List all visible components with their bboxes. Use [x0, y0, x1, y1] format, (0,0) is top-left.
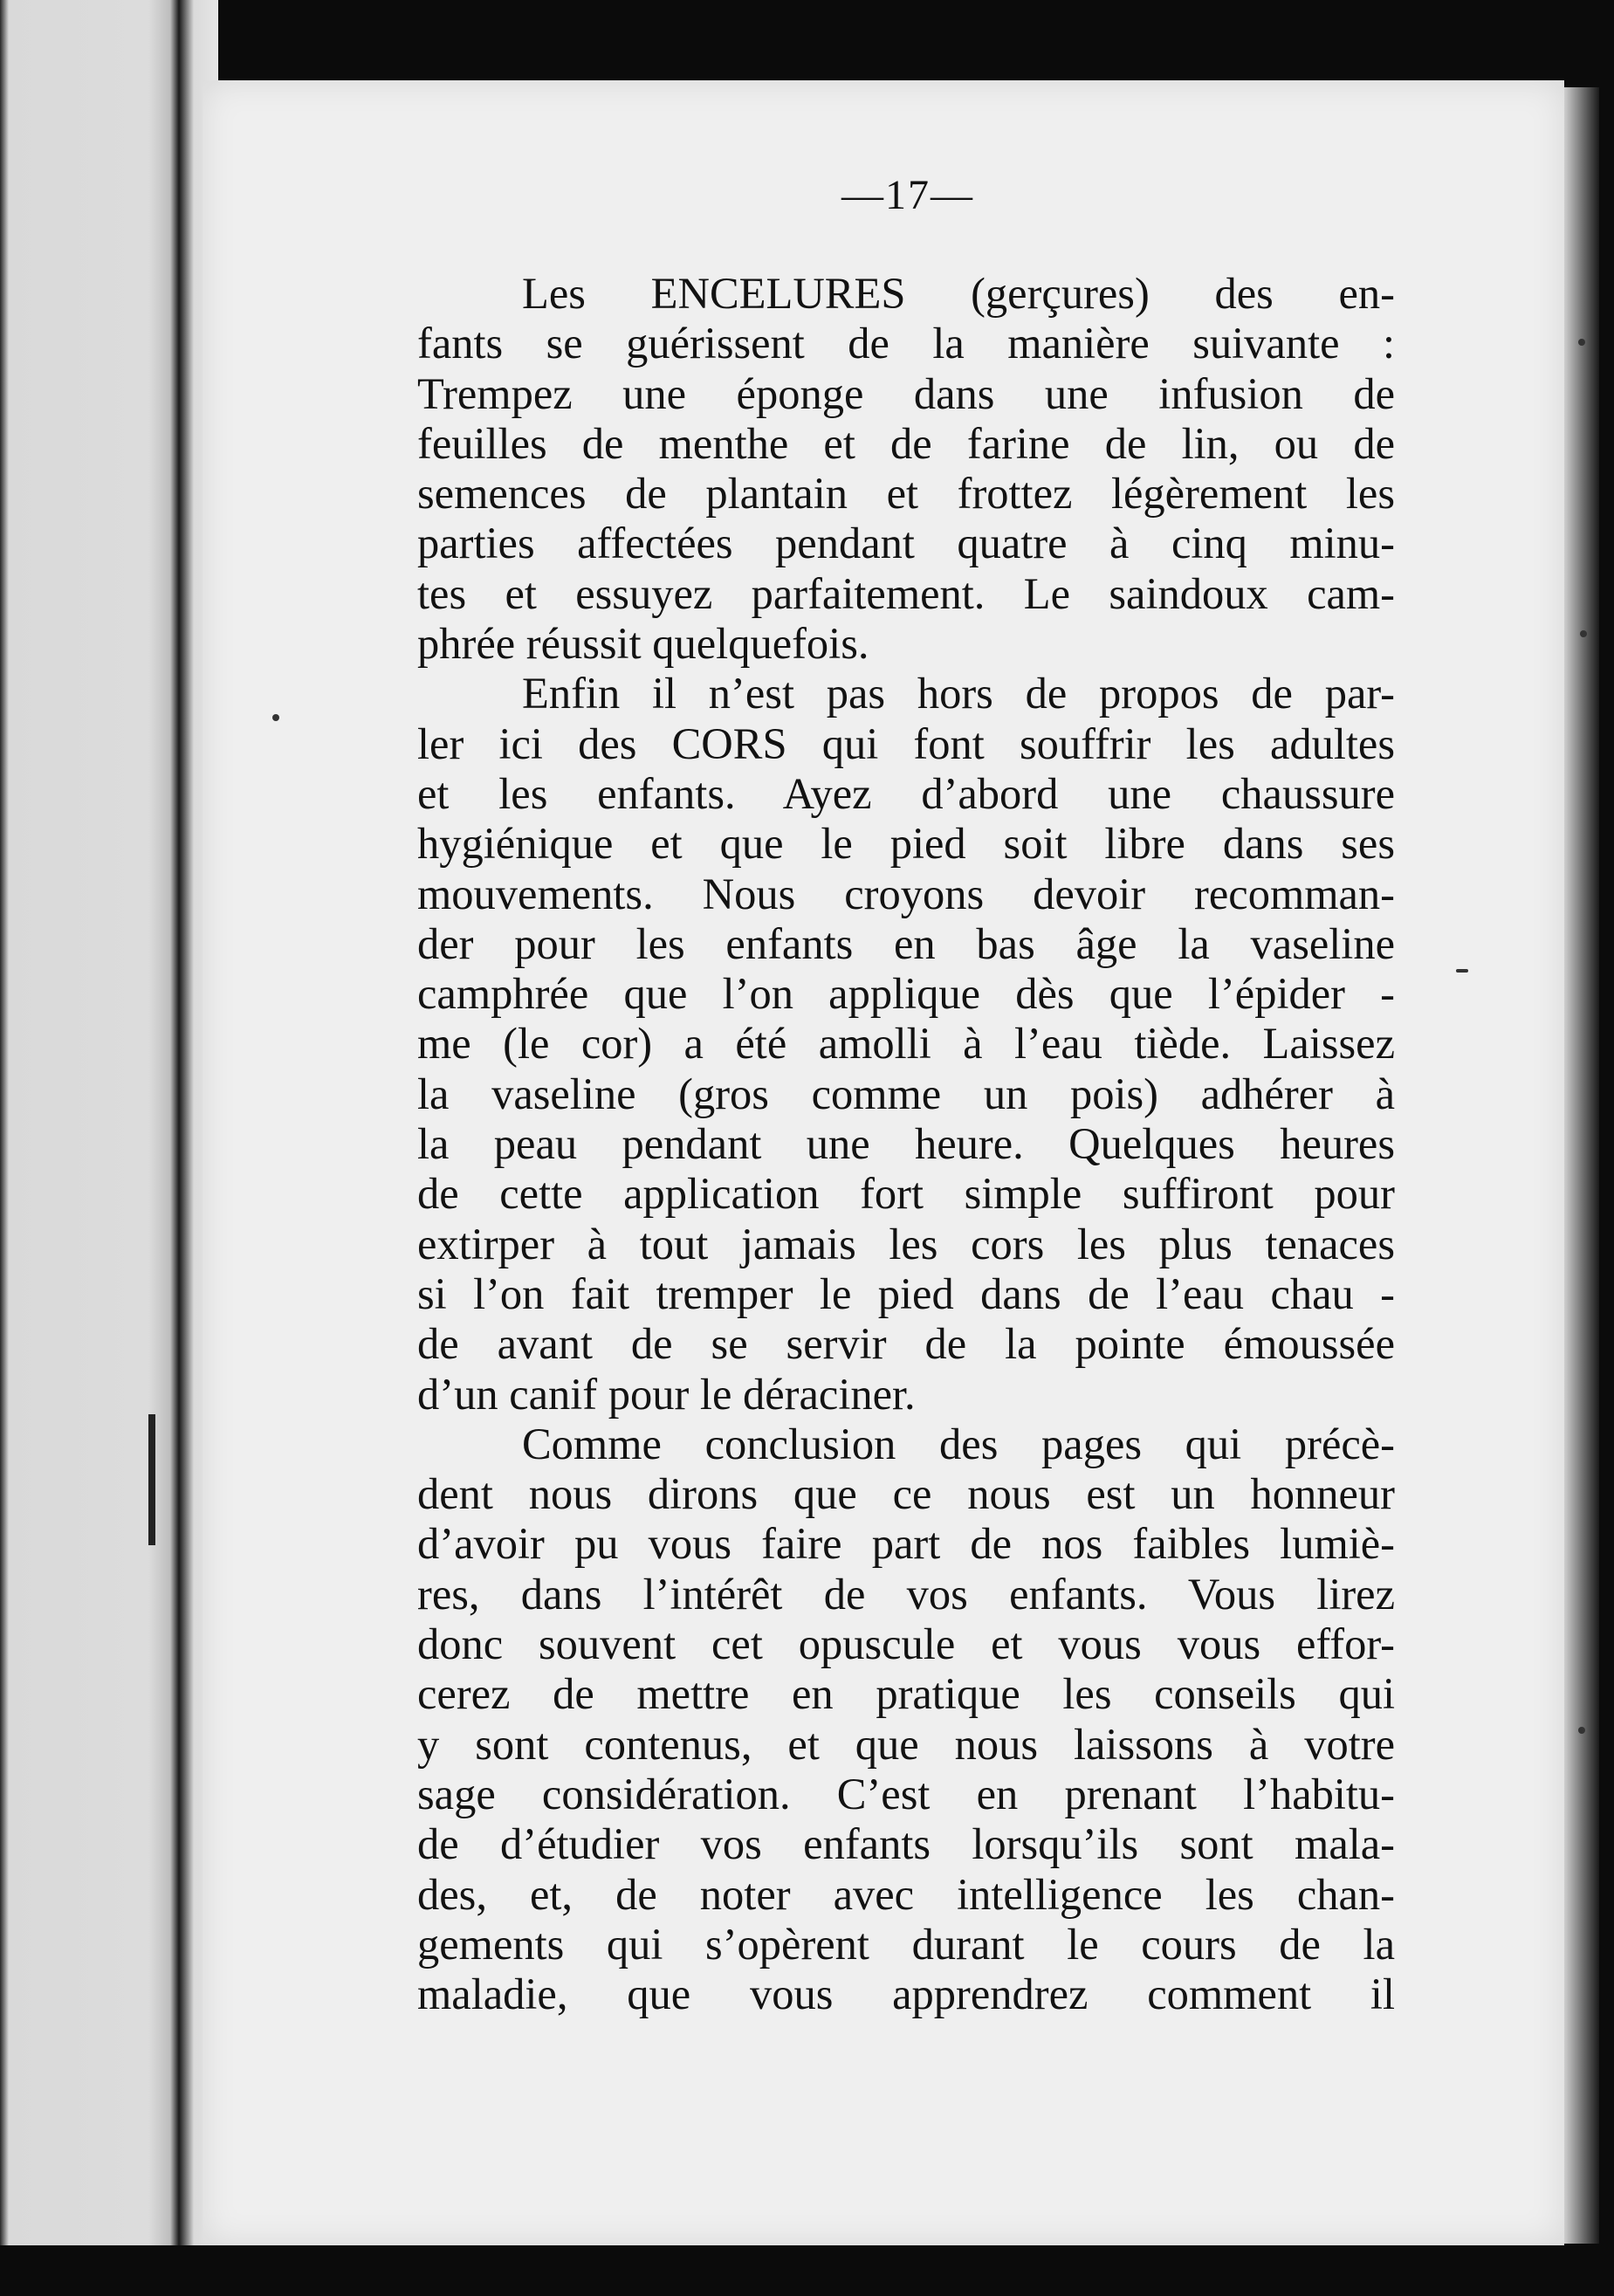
text-line: des, et, de noter avec intelligence les chan-	[417, 1869, 1395, 1919]
text-line: si l’on fait tremper le pied dans de l’eau chau -	[417, 1268, 1395, 1318]
binding-mark	[148, 1414, 155, 1545]
text-line: d’avoir pu vous faire part de nos faibles lumiè-	[417, 1519, 1395, 1569]
text-line: sage considération. C’est en prenant l’habitu-	[417, 1769, 1395, 1818]
text-line: extirper à tout jamais les cors les plus tenaces	[417, 1219, 1395, 1268]
text-line: cerez de mettre en pratique les conseils qui	[417, 1669, 1395, 1719]
text-line: de avant de se servir de la pointe émoussée	[417, 1319, 1395, 1369]
text-line: Trempez une éponge dans une infusion de	[417, 368, 1395, 418]
text-line: donc souvent cet opuscule et vous vous effor-	[417, 1619, 1395, 1669]
text-line: feuilles de menthe et de farine de lin, ou de	[417, 418, 1395, 468]
text-line: y sont contenus, et que nous laissons à votre	[417, 1719, 1395, 1769]
text-line: Les ENCELURES (gerçures) des en-	[522, 269, 1395, 318]
scan-bottom-border	[0, 2245, 1614, 2296]
text-line: de d’étudier vos enfants lorsqu’ils sont mala-	[417, 1819, 1395, 1869]
text-line: ler ici des CORS qui font souffrir les adultes	[417, 718, 1395, 768]
scan-speck	[1580, 630, 1587, 637]
text-line: semences de plantain et frottez légèrement les	[417, 469, 1395, 519]
text-line: me (le cor) a été amolli à l’eau tiède. Laissez	[417, 1019, 1395, 1069]
text-line: mouvements. Nous croyons devoir recomman-	[417, 869, 1395, 918]
text-line: phrée réussit quelquefois.	[417, 619, 869, 669]
text-line: Enfin il n’est pas hors de propos de par-	[522, 669, 1395, 718]
text-line: hygiénique et que le pied soit libre dans ses	[417, 819, 1395, 869]
text-line: d’un canif pour le déraciner.	[417, 1369, 916, 1419]
text-line: der pour les enfants en bas âge la vaseline	[417, 918, 1395, 968]
scan-speck	[1456, 969, 1468, 973]
body-text	[417, 269, 1395, 2019]
text-line: res, dans l’intérêt de vos enfants. Vous lirez	[417, 1569, 1395, 1619]
text-line: la vaseline (gros comme un pois) adhérer à	[417, 1069, 1395, 1118]
page-right-edge	[1564, 87, 1599, 2244]
text-line: de cette application fort simple suffiront pour	[417, 1169, 1395, 1219]
page-number: —17—	[841, 172, 974, 218]
scan-speck	[272, 714, 279, 721]
text-line: parties affectées pendant quatre à cinq minu-	[417, 519, 1395, 568]
text-line: tes et essuyez parfaitement. Le saindoux cam-	[417, 568, 1395, 618]
book-gutter	[0, 0, 218, 2296]
text-line: Comme conclusion des pages qui précè-	[522, 1419, 1395, 1468]
text-line: et les enfants. Ayez d’abord une chaussure	[417, 768, 1395, 818]
text-line: la peau pendant une heure. Quelques heures	[417, 1119, 1395, 1169]
text-line: gements qui s’opèrent durant le cours de la	[417, 1919, 1395, 1969]
scan-speck	[1578, 1727, 1585, 1734]
text-line: fants se guérissent de la manière suivante :	[417, 319, 1395, 368]
text-line: maladie, que vous apprendrez comment il	[417, 1969, 1395, 2019]
text-line: camphrée que l’on applique dès que l’épider -	[417, 969, 1395, 1019]
scan-speck	[1578, 339, 1585, 346]
text-line: dent nous dirons que ce nous est un honneur	[417, 1469, 1395, 1519]
